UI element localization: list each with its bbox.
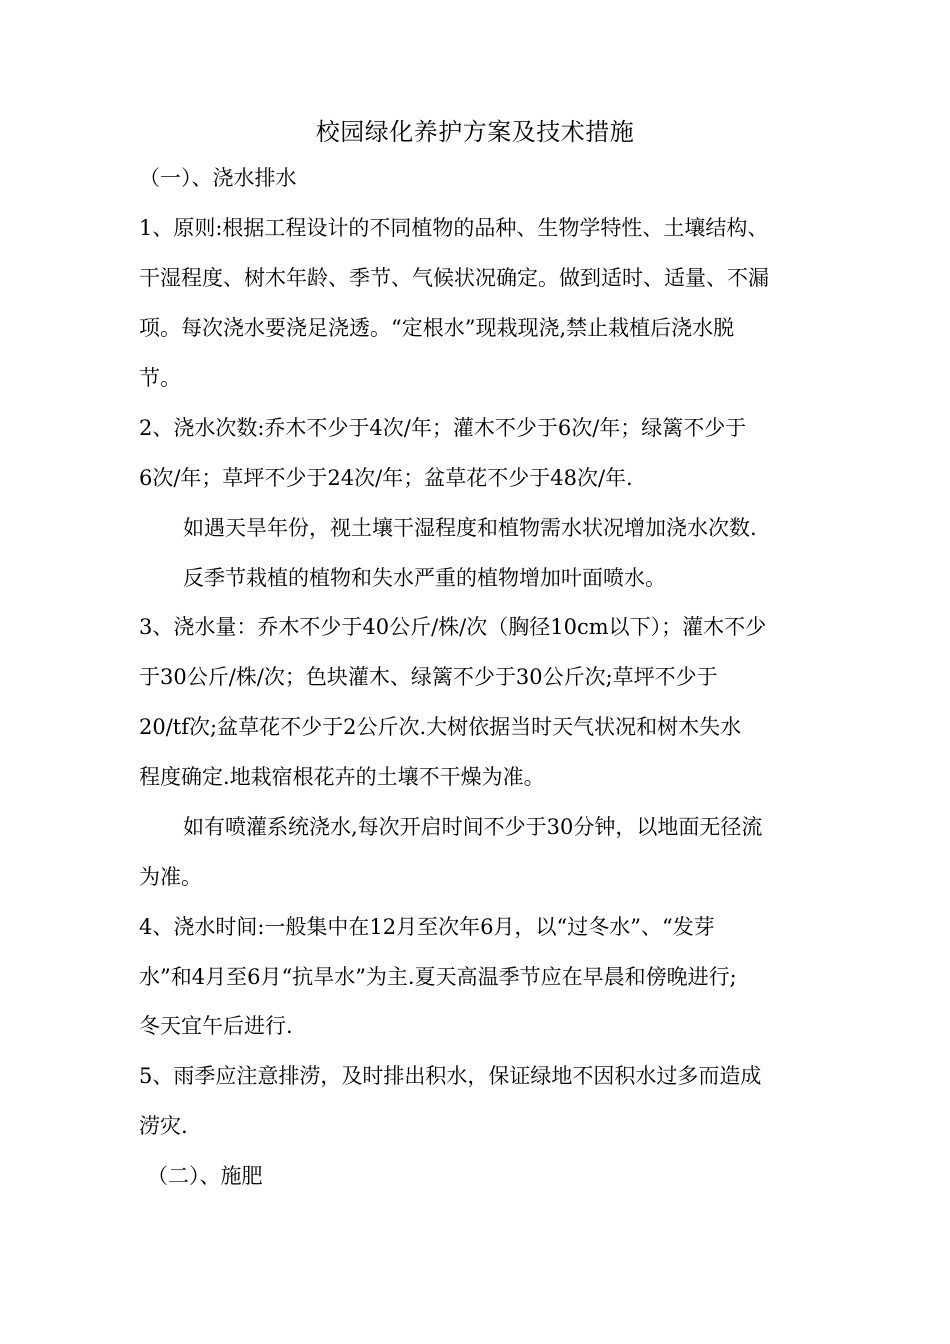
paragraph-line: 涝灾.	[139, 1114, 188, 1138]
section-heading-fertilizing: （二）、施肥	[147, 1164, 263, 1188]
paragraph-line: 为准。	[139, 865, 202, 889]
paragraph-line: 项。每次浇水要浇足浇透。“定根水”现栽现浇,禁止栽植后浇水脱	[139, 316, 735, 340]
paragraph-line: 4、浇水时间:一般集中在12月至次年6月，以“过冬水”、“发芽	[139, 915, 715, 939]
paragraph-line: 冬天宜午后进行.	[139, 1014, 293, 1038]
paragraph-line: 节。	[139, 366, 181, 390]
document-title: 校园绿化养护方案及技术措施	[315, 118, 635, 146]
paragraph-line: 6次/年；草坪不少于24次/年；盆草花不少于48次/年.	[139, 466, 633, 490]
paragraph-line: 3、浇水量：乔木不少于40公斤/株/次（胸径10cm以下）；灌木不少	[139, 615, 767, 639]
paragraph-line: 2、浇水次数:乔木不少于4次/年；灌木不少于6次/年；绿篱不少于	[139, 416, 747, 440]
paragraph-line: 干湿程度、树木年龄、季节、气候状况确定。做到适时、适量、不漏	[139, 266, 769, 290]
paragraph-line: 如有喷灌系统浇水,每次开启时间不少于30分钟，以地面无径流	[183, 815, 763, 839]
paragraph-line: 20/tf次;盆草花不少于2公斤次.大树依据当时天气状况和树木失水	[139, 715, 742, 739]
paragraph-line: 1、原则:根据工程设计的不同植物的品种、生物学特性、土壤结构、	[139, 216, 769, 240]
paragraph-line: 5、雨季应注意排涝，及时排出积水，保证绿地不因积水过多而造成	[139, 1064, 762, 1088]
section-heading-watering: （一）、浇水排水	[139, 166, 297, 190]
paragraph-line: 反季节栽植的植物和失水严重的植物增加叶面喷水。	[183, 566, 666, 590]
paragraph-line: 程度确定.地栽宿根花卉的土壤不干燥为准。	[139, 765, 545, 789]
paragraph-line: 水”和4月至6月“抗旱水”为主.夏天高温季节应在早晨和傍晚进行;	[139, 965, 737, 989]
paragraph-line: 于30公斤/株/次；色块灌木、绿篱不少于30公斤次;草坪不少于	[139, 665, 718, 689]
paragraph-line: 如遇天旱年份，视土壤干湿程度和植物需水状况增加浇水次数.	[183, 516, 757, 540]
